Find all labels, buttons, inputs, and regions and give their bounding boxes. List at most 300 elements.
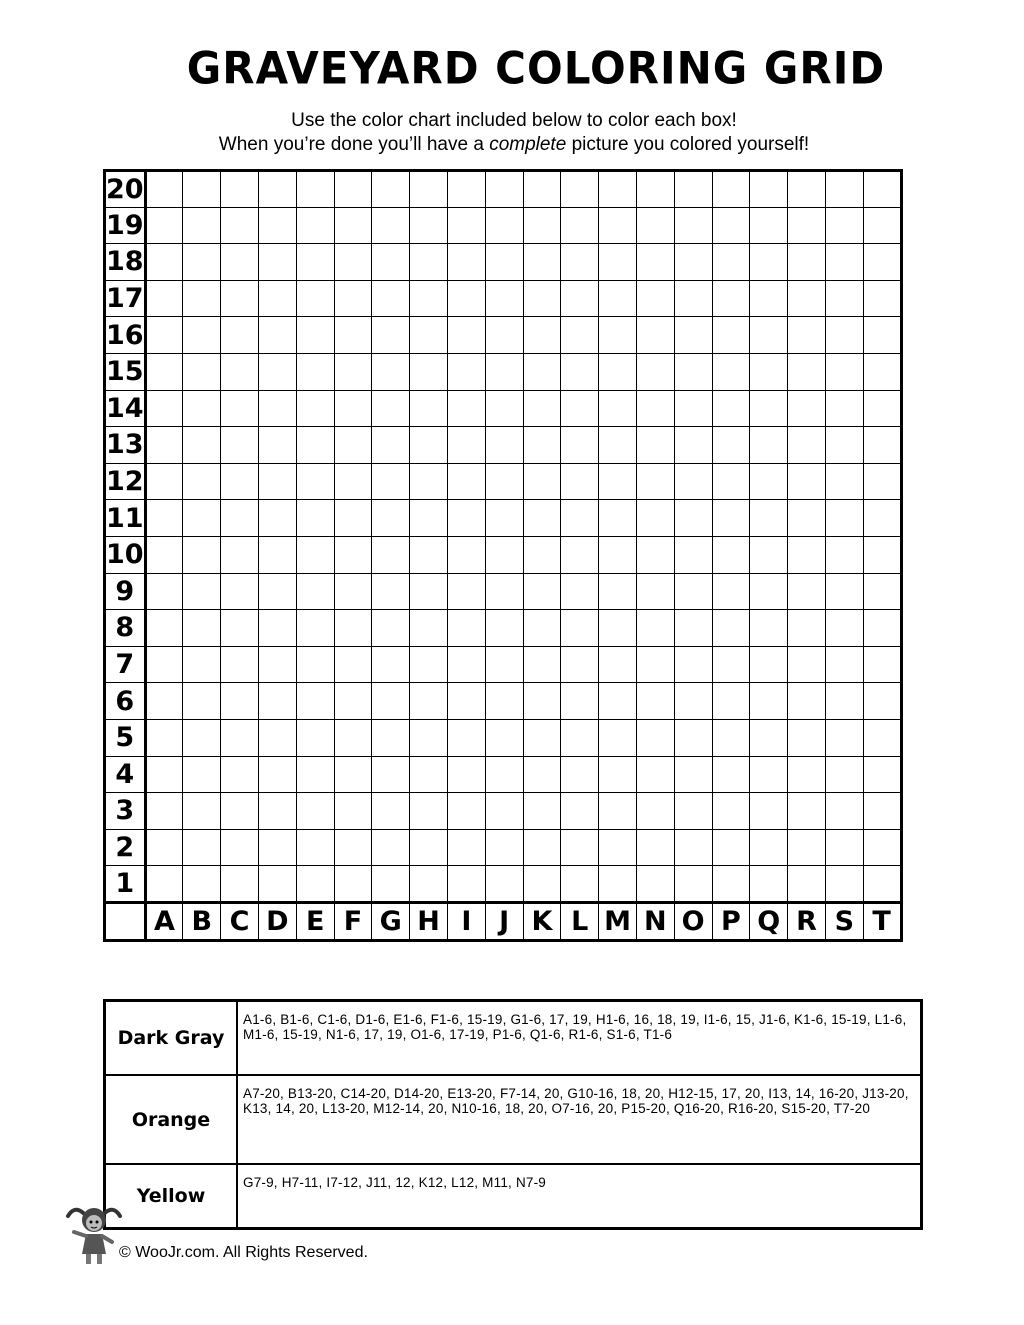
- grid-cell[interactable]: [674, 390, 712, 427]
- grid-cell[interactable]: [674, 500, 712, 537]
- grid-cell[interactable]: [296, 427, 334, 464]
- grid-cell[interactable]: [372, 756, 410, 793]
- grid-cell[interactable]: [258, 463, 296, 500]
- grid-cell[interactable]: [258, 390, 296, 427]
- grid-cell[interactable]: [183, 500, 221, 537]
- grid-cell[interactable]: [485, 353, 523, 390]
- grid-cell[interactable]: [788, 353, 826, 390]
- grid-cell[interactable]: [447, 317, 485, 354]
- grid-cell[interactable]: [485, 866, 523, 903]
- grid-cell[interactable]: [712, 536, 750, 573]
- grid-cell[interactable]: [788, 280, 826, 317]
- grid-cell[interactable]: [599, 866, 637, 903]
- grid-cell[interactable]: [410, 756, 448, 793]
- grid-cell[interactable]: [561, 646, 599, 683]
- grid-cell[interactable]: [258, 427, 296, 464]
- grid-cell[interactable]: [296, 793, 334, 830]
- grid-cell[interactable]: [485, 829, 523, 866]
- grid-cell[interactable]: [145, 280, 183, 317]
- grid-cell[interactable]: [561, 280, 599, 317]
- grid-cell[interactable]: [372, 536, 410, 573]
- grid-cell[interactable]: [712, 500, 750, 537]
- grid-cell[interactable]: [410, 207, 448, 244]
- grid-cell[interactable]: [750, 171, 788, 208]
- grid-cell[interactable]: [221, 244, 259, 281]
- grid-cell[interactable]: [258, 829, 296, 866]
- grid-cell[interactable]: [788, 536, 826, 573]
- grid-cell[interactable]: [334, 427, 372, 464]
- grid-cell[interactable]: [258, 353, 296, 390]
- grid-cell[interactable]: [183, 280, 221, 317]
- grid-cell[interactable]: [599, 390, 637, 427]
- grid-cell[interactable]: [372, 390, 410, 427]
- grid-cell[interactable]: [296, 646, 334, 683]
- grid-cell[interactable]: [712, 793, 750, 830]
- grid-cell[interactable]: [334, 463, 372, 500]
- grid-cell[interactable]: [258, 719, 296, 756]
- grid-cell[interactable]: [258, 646, 296, 683]
- grid-cell[interactable]: [712, 573, 750, 610]
- grid-cell[interactable]: [599, 244, 637, 281]
- grid-cell[interactable]: [334, 280, 372, 317]
- grid-cell[interactable]: [599, 427, 637, 464]
- grid-cell[interactable]: [523, 280, 561, 317]
- grid-cell[interactable]: [561, 683, 599, 720]
- grid-cell[interactable]: [825, 390, 863, 427]
- grid-cell[interactable]: [485, 610, 523, 647]
- grid-cell[interactable]: [447, 171, 485, 208]
- grid-cell[interactable]: [447, 280, 485, 317]
- grid-cell[interactable]: [863, 573, 901, 610]
- grid-cell[interactable]: [372, 244, 410, 281]
- grid-cell[interactable]: [372, 171, 410, 208]
- grid-cell[interactable]: [561, 171, 599, 208]
- grid-cell[interactable]: [258, 610, 296, 647]
- grid-cell[interactable]: [145, 610, 183, 647]
- grid-cell[interactable]: [447, 463, 485, 500]
- grid-cell[interactable]: [485, 793, 523, 830]
- grid-cell[interactable]: [334, 536, 372, 573]
- grid-cell[interactable]: [221, 500, 259, 537]
- grid-cell[interactable]: [183, 719, 221, 756]
- grid-cell[interactable]: [145, 390, 183, 427]
- grid-cell[interactable]: [221, 390, 259, 427]
- grid-cell[interactable]: [750, 756, 788, 793]
- grid-cell[interactable]: [825, 756, 863, 793]
- grid-cell[interactable]: [712, 280, 750, 317]
- grid-cell[interactable]: [372, 793, 410, 830]
- grid-cell[interactable]: [523, 829, 561, 866]
- grid-cell[interactable]: [712, 207, 750, 244]
- grid-cell[interactable]: [599, 610, 637, 647]
- grid-cell[interactable]: [674, 829, 712, 866]
- grid-cell[interactable]: [145, 829, 183, 866]
- grid-cell[interactable]: [485, 463, 523, 500]
- grid-cell[interactable]: [334, 683, 372, 720]
- grid-cell[interactable]: [485, 719, 523, 756]
- grid-cell[interactable]: [825, 793, 863, 830]
- grid-cell[interactable]: [410, 317, 448, 354]
- grid-cell[interactable]: [410, 353, 448, 390]
- grid-cell[interactable]: [183, 829, 221, 866]
- grid-cell[interactable]: [372, 719, 410, 756]
- grid-cell[interactable]: [750, 244, 788, 281]
- grid-cell[interactable]: [712, 427, 750, 464]
- grid-cell[interactable]: [561, 573, 599, 610]
- grid-cell[interactable]: [788, 207, 826, 244]
- grid-cell[interactable]: [674, 244, 712, 281]
- grid-cell[interactable]: [825, 244, 863, 281]
- grid-cell[interactable]: [825, 353, 863, 390]
- grid-cell[interactable]: [523, 390, 561, 427]
- grid-cell[interactable]: [674, 719, 712, 756]
- grid-cell[interactable]: [221, 353, 259, 390]
- grid-cell[interactable]: [788, 390, 826, 427]
- grid-cell[interactable]: [447, 793, 485, 830]
- grid-cell[interactable]: [523, 353, 561, 390]
- grid-cell[interactable]: [523, 171, 561, 208]
- grid-cell[interactable]: [221, 793, 259, 830]
- grid-cell[interactable]: [825, 427, 863, 464]
- grid-cell[interactable]: [447, 646, 485, 683]
- grid-cell[interactable]: [523, 427, 561, 464]
- grid-cell[interactable]: [750, 280, 788, 317]
- grid-cell[interactable]: [863, 719, 901, 756]
- grid-cell[interactable]: [334, 793, 372, 830]
- grid-cell[interactable]: [825, 463, 863, 500]
- grid-cell[interactable]: [788, 793, 826, 830]
- grid-cell[interactable]: [485, 756, 523, 793]
- grid-cell[interactable]: [599, 317, 637, 354]
- grid-cell[interactable]: [145, 793, 183, 830]
- grid-cell[interactable]: [221, 280, 259, 317]
- grid-cell[interactable]: [221, 683, 259, 720]
- grid-cell[interactable]: [410, 573, 448, 610]
- grid-cell[interactable]: [183, 793, 221, 830]
- grid-cell[interactable]: [296, 280, 334, 317]
- grid-cell[interactable]: [221, 463, 259, 500]
- grid-cell[interactable]: [599, 463, 637, 500]
- grid-cell[interactable]: [183, 427, 221, 464]
- grid-cell[interactable]: [825, 646, 863, 683]
- grid-cell[interactable]: [599, 353, 637, 390]
- grid-cell[interactable]: [636, 280, 674, 317]
- grid-cell[interactable]: [410, 719, 448, 756]
- grid-cell[interactable]: [296, 536, 334, 573]
- grid-cell[interactable]: [372, 317, 410, 354]
- grid-cell[interactable]: [258, 793, 296, 830]
- grid-cell[interactable]: [599, 536, 637, 573]
- grid-cell[interactable]: [410, 244, 448, 281]
- grid-cell[interactable]: [788, 719, 826, 756]
- grid-cell[interactable]: [788, 500, 826, 537]
- grid-cell[interactable]: [712, 390, 750, 427]
- grid-cell[interactable]: [221, 536, 259, 573]
- grid-cell[interactable]: [523, 536, 561, 573]
- grid-cell[interactable]: [523, 463, 561, 500]
- grid-cell[interactable]: [372, 610, 410, 647]
- grid-cell[interactable]: [788, 756, 826, 793]
- grid-cell[interactable]: [221, 317, 259, 354]
- grid-cell[interactable]: [523, 207, 561, 244]
- grid-cell[interactable]: [485, 683, 523, 720]
- grid-cell[interactable]: [599, 500, 637, 537]
- grid-cell[interactable]: [485, 500, 523, 537]
- grid-cell[interactable]: [561, 756, 599, 793]
- grid-cell[interactable]: [636, 756, 674, 793]
- grid-cell[interactable]: [183, 244, 221, 281]
- grid-cell[interactable]: [372, 683, 410, 720]
- grid-cell[interactable]: [636, 207, 674, 244]
- grid-cell[interactable]: [788, 427, 826, 464]
- grid-cell[interactable]: [221, 427, 259, 464]
- grid-cell[interactable]: [372, 646, 410, 683]
- grid-cell[interactable]: [863, 171, 901, 208]
- grid-cell[interactable]: [561, 793, 599, 830]
- grid-cell[interactable]: [410, 683, 448, 720]
- grid-cell[interactable]: [636, 610, 674, 647]
- grid-cell[interactable]: [183, 610, 221, 647]
- grid-cell[interactable]: [296, 610, 334, 647]
- grid-cell[interactable]: [825, 573, 863, 610]
- grid-cell[interactable]: [334, 756, 372, 793]
- grid-cell[interactable]: [561, 317, 599, 354]
- grid-cell[interactable]: [221, 756, 259, 793]
- grid-cell[interactable]: [523, 500, 561, 537]
- grid-cell[interactable]: [485, 573, 523, 610]
- grid-cell[interactable]: [447, 207, 485, 244]
- grid-cell[interactable]: [599, 280, 637, 317]
- grid-cell[interactable]: [636, 463, 674, 500]
- grid-cell[interactable]: [410, 536, 448, 573]
- grid-cell[interactable]: [863, 427, 901, 464]
- grid-cell[interactable]: [750, 829, 788, 866]
- grid-cell[interactable]: [258, 171, 296, 208]
- grid-cell[interactable]: [485, 390, 523, 427]
- grid-cell[interactable]: [485, 317, 523, 354]
- grid-cell[interactable]: [372, 427, 410, 464]
- grid-cell[interactable]: [599, 683, 637, 720]
- grid-cell[interactable]: [863, 317, 901, 354]
- grid-cell[interactable]: [523, 573, 561, 610]
- grid-cell[interactable]: [750, 719, 788, 756]
- grid-cell[interactable]: [788, 171, 826, 208]
- grid-cell[interactable]: [221, 646, 259, 683]
- grid-cell[interactable]: [561, 610, 599, 647]
- grid-cell[interactable]: [523, 317, 561, 354]
- grid-cell[interactable]: [863, 207, 901, 244]
- grid-cell[interactable]: [410, 500, 448, 537]
- grid-cell[interactable]: [636, 171, 674, 208]
- grid-cell[interactable]: [674, 683, 712, 720]
- grid-cell[interactable]: [410, 793, 448, 830]
- grid-cell[interactable]: [674, 317, 712, 354]
- grid-cell[interactable]: [183, 353, 221, 390]
- grid-cell[interactable]: [183, 390, 221, 427]
- grid-cell[interactable]: [712, 683, 750, 720]
- grid-cell[interactable]: [863, 463, 901, 500]
- grid-cell[interactable]: [145, 171, 183, 208]
- grid-cell[interactable]: [523, 793, 561, 830]
- grid-cell[interactable]: [372, 866, 410, 903]
- grid-cell[interactable]: [863, 646, 901, 683]
- grid-cell[interactable]: [410, 280, 448, 317]
- grid-cell[interactable]: [712, 171, 750, 208]
- grid-cell[interactable]: [485, 280, 523, 317]
- grid-cell[interactable]: [825, 171, 863, 208]
- grid-cell[interactable]: [447, 866, 485, 903]
- grid-cell[interactable]: [145, 427, 183, 464]
- grid-cell[interactable]: [258, 280, 296, 317]
- grid-cell[interactable]: [636, 719, 674, 756]
- grid-cell[interactable]: [145, 463, 183, 500]
- grid-cell[interactable]: [258, 500, 296, 537]
- grid-cell[interactable]: [447, 390, 485, 427]
- grid-cell[interactable]: [145, 317, 183, 354]
- grid-cell[interactable]: [447, 427, 485, 464]
- grid-cell[interactable]: [523, 244, 561, 281]
- grid-cell[interactable]: [145, 573, 183, 610]
- grid-cell[interactable]: [750, 353, 788, 390]
- grid-cell[interactable]: [599, 829, 637, 866]
- grid-cell[interactable]: [788, 866, 826, 903]
- grid-cell[interactable]: [334, 866, 372, 903]
- grid-cell[interactable]: [561, 463, 599, 500]
- grid-cell[interactable]: [863, 536, 901, 573]
- grid-cell[interactable]: [221, 866, 259, 903]
- grid-cell[interactable]: [636, 646, 674, 683]
- grid-cell[interactable]: [674, 463, 712, 500]
- grid-cell[interactable]: [674, 207, 712, 244]
- grid-cell[interactable]: [561, 829, 599, 866]
- grid-cell[interactable]: [788, 683, 826, 720]
- grid-cell[interactable]: [750, 646, 788, 683]
- grid-cell[interactable]: [636, 573, 674, 610]
- grid-cell[interactable]: [712, 866, 750, 903]
- grid-cell[interactable]: [145, 866, 183, 903]
- grid-cell[interactable]: [523, 756, 561, 793]
- grid-cell[interactable]: [258, 683, 296, 720]
- grid-cell[interactable]: [636, 683, 674, 720]
- grid-cell[interactable]: [674, 280, 712, 317]
- grid-cell[interactable]: [334, 390, 372, 427]
- grid-cell[interactable]: [410, 463, 448, 500]
- grid-cell[interactable]: [636, 500, 674, 537]
- grid-cell[interactable]: [183, 573, 221, 610]
- grid-cell[interactable]: [750, 207, 788, 244]
- grid-cell[interactable]: [296, 683, 334, 720]
- grid-cell[interactable]: [183, 317, 221, 354]
- grid-cell[interactable]: [636, 536, 674, 573]
- grid-cell[interactable]: [712, 317, 750, 354]
- grid-cell[interactable]: [447, 244, 485, 281]
- grid-cell[interactable]: [258, 244, 296, 281]
- grid-cell[interactable]: [485, 171, 523, 208]
- grid-cell[interactable]: [636, 244, 674, 281]
- grid-cell[interactable]: [599, 646, 637, 683]
- grid-cell[interactable]: [712, 244, 750, 281]
- grid-cell[interactable]: [523, 646, 561, 683]
- grid-cell[interactable]: [825, 280, 863, 317]
- grid-cell[interactable]: [674, 793, 712, 830]
- grid-cell[interactable]: [334, 719, 372, 756]
- grid-cell[interactable]: [447, 719, 485, 756]
- grid-cell[interactable]: [825, 536, 863, 573]
- grid-cell[interactable]: [258, 866, 296, 903]
- grid-cell[interactable]: [599, 719, 637, 756]
- grid-cell[interactable]: [712, 719, 750, 756]
- grid-cell[interactable]: [750, 500, 788, 537]
- grid-cell[interactable]: [485, 427, 523, 464]
- grid-cell[interactable]: [636, 427, 674, 464]
- grid-cell[interactable]: [674, 427, 712, 464]
- grid-cell[interactable]: [145, 536, 183, 573]
- grid-cell[interactable]: [712, 646, 750, 683]
- grid-cell[interactable]: [750, 463, 788, 500]
- grid-cell[interactable]: [372, 573, 410, 610]
- grid-cell[interactable]: [523, 719, 561, 756]
- grid-cell[interactable]: [636, 829, 674, 866]
- grid-cell[interactable]: [183, 683, 221, 720]
- grid-cell[interactable]: [674, 573, 712, 610]
- grid-cell[interactable]: [863, 280, 901, 317]
- grid-cell[interactable]: [183, 171, 221, 208]
- grid-cell[interactable]: [674, 756, 712, 793]
- grid-cell[interactable]: [485, 207, 523, 244]
- grid-cell[interactable]: [674, 866, 712, 903]
- grid-cell[interactable]: [788, 646, 826, 683]
- grid-cell[interactable]: [599, 573, 637, 610]
- grid-cell[interactable]: [750, 793, 788, 830]
- grid-cell[interactable]: [334, 353, 372, 390]
- grid-cell[interactable]: [410, 866, 448, 903]
- grid-cell[interactable]: [750, 536, 788, 573]
- grid-cell[interactable]: [863, 244, 901, 281]
- grid-cell[interactable]: [788, 829, 826, 866]
- grid-cell[interactable]: [674, 646, 712, 683]
- grid-cell[interactable]: [561, 866, 599, 903]
- grid-cell[interactable]: [221, 573, 259, 610]
- grid-cell[interactable]: [750, 683, 788, 720]
- grid-cell[interactable]: [296, 719, 334, 756]
- grid-cell[interactable]: [863, 610, 901, 647]
- grid-cell[interactable]: [447, 353, 485, 390]
- grid-cell[interactable]: [788, 317, 826, 354]
- grid-cell[interactable]: [863, 829, 901, 866]
- grid-cell[interactable]: [825, 207, 863, 244]
- grid-cell[interactable]: [145, 207, 183, 244]
- grid-cell[interactable]: [561, 536, 599, 573]
- grid-cell[interactable]: [221, 207, 259, 244]
- grid-cell[interactable]: [599, 793, 637, 830]
- grid-cell[interactable]: [523, 866, 561, 903]
- grid-cell[interactable]: [825, 500, 863, 537]
- grid-cell[interactable]: [296, 244, 334, 281]
- grid-cell[interactable]: [674, 353, 712, 390]
- grid-cell[interactable]: [296, 756, 334, 793]
- grid-cell[interactable]: [410, 390, 448, 427]
- grid-cell[interactable]: [410, 171, 448, 208]
- grid-cell[interactable]: [221, 610, 259, 647]
- grid-cell[interactable]: [258, 536, 296, 573]
- grid-cell[interactable]: [750, 573, 788, 610]
- grid-cell[interactable]: [296, 317, 334, 354]
- grid-cell[interactable]: [258, 573, 296, 610]
- grid-cell[interactable]: [183, 756, 221, 793]
- grid-cell[interactable]: [712, 829, 750, 866]
- grid-cell[interactable]: [296, 353, 334, 390]
- grid-cell[interactable]: [674, 536, 712, 573]
